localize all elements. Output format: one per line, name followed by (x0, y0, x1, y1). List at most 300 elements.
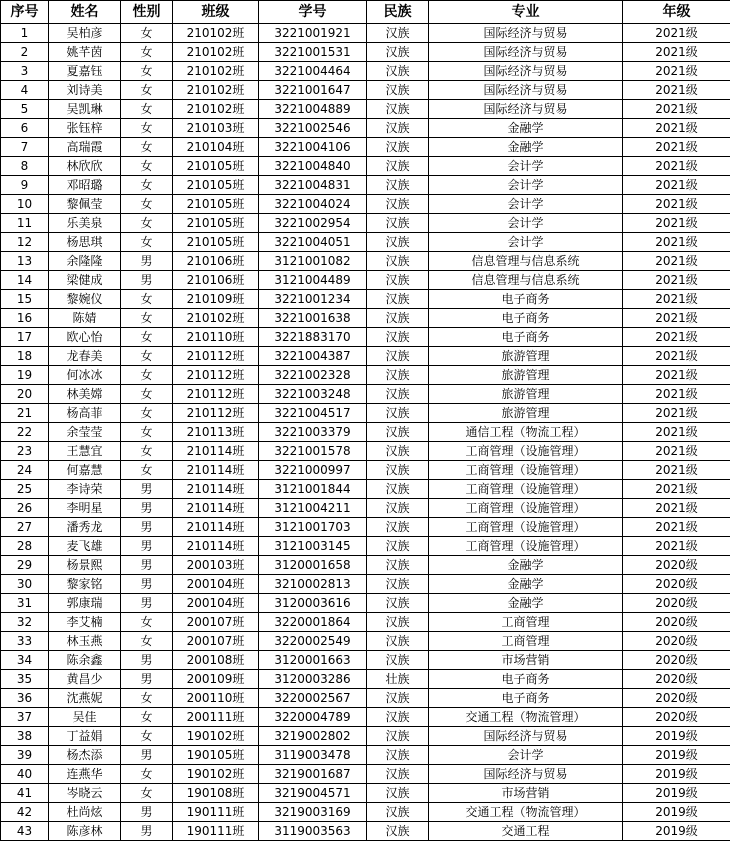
cell-class: 210105班 (173, 214, 259, 233)
cell-class: 210114班 (173, 442, 259, 461)
cell-major: 工商管理（设施管理） (429, 442, 623, 461)
cell-index: 41 (1, 784, 49, 803)
cell-name: 黄昌少 (49, 670, 121, 689)
table-row (1, 461, 730, 480)
table-row (1, 119, 730, 138)
cell-student-id: 3221003379 (259, 423, 367, 442)
cell-major: 信息管理与信息系统 (429, 271, 623, 290)
cell-gender: 男 (121, 670, 173, 689)
cell-class: 190111班 (173, 803, 259, 822)
cell-name: 余莹莹 (49, 423, 121, 442)
table-row (1, 632, 730, 651)
cell-index: 30 (1, 575, 49, 594)
cell-ethnicity: 汉族 (367, 195, 429, 214)
table-row (1, 100, 730, 119)
cell-ethnicity: 汉族 (367, 784, 429, 803)
cell-index: 22 (1, 423, 49, 442)
cell-grade: 2020级 (623, 556, 730, 575)
cell-major: 市场营销 (429, 651, 623, 670)
table-row (1, 727, 730, 746)
cell-index: 27 (1, 518, 49, 537)
cell-name: 乐美泉 (49, 214, 121, 233)
cell-ethnicity: 汉族 (367, 119, 429, 138)
cell-ethnicity: 汉族 (367, 328, 429, 347)
cell-class: 200109班 (173, 670, 259, 689)
cell-name: 梁健成 (49, 271, 121, 290)
cell-grade: 2021级 (623, 119, 730, 138)
cell-class: 210105班 (173, 157, 259, 176)
cell-gender: 女 (121, 81, 173, 100)
table-row (1, 328, 730, 347)
cell-index: 17 (1, 328, 49, 347)
cell-grade: 2021级 (623, 461, 730, 480)
cell-grade: 2021级 (623, 271, 730, 290)
cell-name: 杨杰添 (49, 746, 121, 765)
cell-gender: 男 (121, 271, 173, 290)
cell-student-id: 3221002328 (259, 366, 367, 385)
cell-class: 200108班 (173, 651, 259, 670)
cell-grade: 2019级 (623, 746, 730, 765)
cell-gender: 女 (121, 233, 173, 252)
table-row (1, 499, 730, 518)
cell-major: 信息管理与信息系统 (429, 252, 623, 271)
table-row (1, 195, 730, 214)
cell-major: 旅游管理 (429, 404, 623, 423)
cell-index: 31 (1, 594, 49, 613)
cell-major: 电子商务 (429, 328, 623, 347)
cell-grade: 2021级 (623, 366, 730, 385)
cell-index: 32 (1, 613, 49, 632)
cell-index: 14 (1, 271, 49, 290)
cell-class: 210102班 (173, 62, 259, 81)
cell-class: 210102班 (173, 100, 259, 119)
cell-index: 3 (1, 62, 49, 81)
cell-grade: 2020级 (623, 689, 730, 708)
table-row (1, 746, 730, 765)
cell-grade: 2020级 (623, 613, 730, 632)
table-row (1, 233, 730, 252)
cell-name: 姚芊茵 (49, 43, 121, 62)
table-body (1, 24, 730, 841)
cell-grade: 2021级 (623, 81, 730, 100)
cell-gender: 女 (121, 309, 173, 328)
cell-major: 工商管理 (429, 613, 623, 632)
cell-gender: 女 (121, 784, 173, 803)
cell-index: 23 (1, 442, 49, 461)
cell-index: 13 (1, 252, 49, 271)
cell-class: 210109班 (173, 290, 259, 309)
cell-student-id: 3221004831 (259, 176, 367, 195)
cell-grade: 2021级 (623, 214, 730, 233)
cell-student-id: 3221004051 (259, 233, 367, 252)
cell-index: 40 (1, 765, 49, 784)
cell-student-id: 3221883170 (259, 328, 367, 347)
cell-ethnicity: 汉族 (367, 708, 429, 727)
cell-grade: 2021级 (623, 24, 730, 43)
table-row (1, 62, 730, 81)
table-row (1, 309, 730, 328)
cell-gender: 男 (121, 575, 173, 594)
cell-gender: 女 (121, 689, 173, 708)
cell-index: 37 (1, 708, 49, 727)
cell-major: 工商管理（设施管理） (429, 499, 623, 518)
cell-grade: 2020级 (623, 575, 730, 594)
cell-gender: 女 (121, 613, 173, 632)
cell-major: 旅游管理 (429, 366, 623, 385)
cell-major: 会计学 (429, 214, 623, 233)
cell-gender: 女 (121, 366, 173, 385)
cell-index: 7 (1, 138, 49, 157)
cell-gender: 女 (121, 765, 173, 784)
table-row (1, 556, 730, 575)
cell-class: 210113班 (173, 423, 259, 442)
cell-gender: 男 (121, 252, 173, 271)
cell-class: 210114班 (173, 461, 259, 480)
cell-major: 工商管理 (429, 632, 623, 651)
cell-name: 余隆隆 (49, 252, 121, 271)
cell-grade: 2021级 (623, 138, 730, 157)
cell-student-id: 3121001844 (259, 480, 367, 499)
cell-grade: 2020级 (623, 594, 730, 613)
cell-student-id: 3221001578 (259, 442, 367, 461)
cell-class: 200104班 (173, 594, 259, 613)
cell-index: 9 (1, 176, 49, 195)
table-row (1, 594, 730, 613)
column-header-class: 班级 (173, 1, 259, 24)
cell-index: 33 (1, 632, 49, 651)
cell-gender: 女 (121, 632, 173, 651)
cell-name: 杨高菲 (49, 404, 121, 423)
cell-grade: 2021级 (623, 518, 730, 537)
cell-grade: 2021级 (623, 499, 730, 518)
cell-index: 28 (1, 537, 49, 556)
table-header-row (1, 1, 730, 24)
cell-major: 工商管理（设施管理） (429, 537, 623, 556)
cell-class: 210112班 (173, 385, 259, 404)
cell-index: 10 (1, 195, 49, 214)
cell-student-id: 3221002954 (259, 214, 367, 233)
cell-index: 43 (1, 822, 49, 841)
cell-index: 42 (1, 803, 49, 822)
cell-index: 38 (1, 727, 49, 746)
cell-major: 金融学 (429, 119, 623, 138)
cell-gender: 女 (121, 43, 173, 62)
cell-gender: 女 (121, 708, 173, 727)
cell-student-id: 3221001531 (259, 43, 367, 62)
cell-student-id: 3220002549 (259, 632, 367, 651)
cell-grade: 2021级 (623, 176, 730, 195)
cell-class: 210102班 (173, 43, 259, 62)
cell-index: 36 (1, 689, 49, 708)
cell-grade: 2020级 (623, 670, 730, 689)
cell-major: 会计学 (429, 233, 623, 252)
cell-name: 张钰梓 (49, 119, 121, 138)
cell-grade: 2021级 (623, 62, 730, 81)
column-header-student-id: 学号 (259, 1, 367, 24)
cell-major: 电子商务 (429, 670, 623, 689)
cell-name: 林玉燕 (49, 632, 121, 651)
table-row (1, 271, 730, 290)
table-row (1, 43, 730, 62)
cell-class: 210105班 (173, 176, 259, 195)
cell-student-id: 3221004387 (259, 347, 367, 366)
table-row (1, 803, 730, 822)
cell-ethnicity: 汉族 (367, 803, 429, 822)
cell-ethnicity: 汉族 (367, 252, 429, 271)
cell-ethnicity: 汉族 (367, 62, 429, 81)
cell-gender: 男 (121, 499, 173, 518)
cell-index: 4 (1, 81, 49, 100)
cell-ethnicity: 汉族 (367, 233, 429, 252)
cell-grade: 2019级 (623, 784, 730, 803)
cell-name: 龙春美 (49, 347, 121, 366)
cell-index: 29 (1, 556, 49, 575)
table-row (1, 157, 730, 176)
cell-class: 210106班 (173, 271, 259, 290)
column-header-ethnicity: 民族 (367, 1, 429, 24)
cell-name: 邓昭璐 (49, 176, 121, 195)
table-row (1, 138, 730, 157)
cell-student-id: 3221003248 (259, 385, 367, 404)
column-header-index: 序号 (1, 1, 49, 24)
cell-student-id: 3220004789 (259, 708, 367, 727)
cell-index: 21 (1, 404, 49, 423)
cell-major: 会计学 (429, 176, 623, 195)
cell-grade: 2020级 (623, 632, 730, 651)
cell-gender: 男 (121, 480, 173, 499)
cell-grade: 2021级 (623, 480, 730, 499)
table-row (1, 24, 730, 43)
cell-index: 25 (1, 480, 49, 499)
table-row (1, 290, 730, 309)
cell-major: 工商管理（设施管理） (429, 518, 623, 537)
cell-index: 15 (1, 290, 49, 309)
cell-grade: 2021级 (623, 537, 730, 556)
cell-ethnicity: 汉族 (367, 575, 429, 594)
cell-student-id: 3221004889 (259, 100, 367, 119)
cell-gender: 女 (121, 100, 173, 119)
cell-gender: 女 (121, 423, 173, 442)
cell-student-id: 3219004571 (259, 784, 367, 803)
cell-grade: 2021级 (623, 309, 730, 328)
cell-gender: 女 (121, 461, 173, 480)
cell-major: 电子商务 (429, 309, 623, 328)
cell-gender: 女 (121, 328, 173, 347)
cell-index: 2 (1, 43, 49, 62)
cell-name: 杜尚炫 (49, 803, 121, 822)
cell-student-id: 3119003563 (259, 822, 367, 841)
cell-major: 金融学 (429, 575, 623, 594)
cell-class: 210112班 (173, 366, 259, 385)
cell-index: 1 (1, 24, 49, 43)
cell-major: 通信工程（物流工程） (429, 423, 623, 442)
cell-name: 吴凯琳 (49, 100, 121, 119)
cell-index: 18 (1, 347, 49, 366)
table-row (1, 347, 730, 366)
cell-gender: 女 (121, 214, 173, 233)
cell-ethnicity: 汉族 (367, 423, 429, 442)
cell-ethnicity: 汉族 (367, 727, 429, 746)
cell-name: 陈余鑫 (49, 651, 121, 670)
table-row (1, 708, 730, 727)
cell-class: 200110班 (173, 689, 259, 708)
cell-class: 200107班 (173, 613, 259, 632)
cell-major: 工商管理（设施管理） (429, 480, 623, 499)
cell-ethnicity: 汉族 (367, 822, 429, 841)
cell-ethnicity: 汉族 (367, 43, 429, 62)
cell-major: 市场营销 (429, 784, 623, 803)
cell-name: 潘秀龙 (49, 518, 121, 537)
cell-student-id: 3221004517 (259, 404, 367, 423)
cell-grade: 2019级 (623, 727, 730, 746)
cell-gender: 男 (121, 746, 173, 765)
cell-major: 国际经济与贸易 (429, 81, 623, 100)
table-row (1, 765, 730, 784)
cell-grade: 2021级 (623, 43, 730, 62)
cell-student-id: 3210002813 (259, 575, 367, 594)
cell-student-id: 3121001703 (259, 518, 367, 537)
table-row (1, 176, 730, 195)
cell-ethnicity: 汉族 (367, 366, 429, 385)
cell-ethnicity: 汉族 (367, 81, 429, 100)
table-row (1, 442, 730, 461)
cell-name: 夏嘉钰 (49, 62, 121, 81)
cell-ethnicity: 壮族 (367, 670, 429, 689)
cell-class: 190102班 (173, 727, 259, 746)
cell-name: 陈婧 (49, 309, 121, 328)
cell-gender: 女 (121, 385, 173, 404)
cell-gender: 男 (121, 594, 173, 613)
cell-name: 黎婉仪 (49, 290, 121, 309)
column-header-major: 专业 (429, 1, 623, 24)
cell-class: 210112班 (173, 404, 259, 423)
table-row (1, 518, 730, 537)
cell-major: 旅游管理 (429, 385, 623, 404)
cell-grade: 2021级 (623, 290, 730, 309)
table-row (1, 214, 730, 233)
cell-student-id: 3221000997 (259, 461, 367, 480)
cell-class: 190108班 (173, 784, 259, 803)
cell-ethnicity: 汉族 (367, 100, 429, 119)
cell-student-id: 3120001663 (259, 651, 367, 670)
cell-major: 国际经济与贸易 (429, 765, 623, 784)
cell-grade: 2020级 (623, 708, 730, 727)
cell-major: 会计学 (429, 157, 623, 176)
cell-class: 210102班 (173, 309, 259, 328)
cell-gender: 女 (121, 138, 173, 157)
cell-gender: 女 (121, 347, 173, 366)
table-row (1, 366, 730, 385)
cell-major: 旅游管理 (429, 347, 623, 366)
cell-gender: 男 (121, 537, 173, 556)
cell-name: 黎家铭 (49, 575, 121, 594)
cell-index: 34 (1, 651, 49, 670)
cell-name: 郭康瑞 (49, 594, 121, 613)
cell-student-id: 3221001638 (259, 309, 367, 328)
table-row (1, 670, 730, 689)
cell-student-id: 3221004106 (259, 138, 367, 157)
cell-student-id: 3221004024 (259, 195, 367, 214)
cell-index: 11 (1, 214, 49, 233)
cell-ethnicity: 汉族 (367, 499, 429, 518)
cell-grade: 2021级 (623, 252, 730, 271)
cell-grade: 2021级 (623, 100, 730, 119)
cell-class: 190111班 (173, 822, 259, 841)
cell-index: 39 (1, 746, 49, 765)
cell-ethnicity: 汉族 (367, 309, 429, 328)
cell-grade: 2021级 (623, 442, 730, 461)
cell-student-id: 3219002802 (259, 727, 367, 746)
cell-major: 金融学 (429, 138, 623, 157)
cell-major: 国际经济与贸易 (429, 24, 623, 43)
cell-name: 刘诗美 (49, 81, 121, 100)
cell-grade: 2021级 (623, 404, 730, 423)
cell-grade: 2021级 (623, 328, 730, 347)
cell-student-id: 3219001687 (259, 765, 367, 784)
cell-major: 会计学 (429, 746, 623, 765)
cell-class: 190102班 (173, 765, 259, 784)
table-row (1, 651, 730, 670)
cell-name: 吴佳 (49, 708, 121, 727)
cell-name: 陈彦林 (49, 822, 121, 841)
cell-gender: 女 (121, 195, 173, 214)
column-header-gender: 性别 (121, 1, 173, 24)
cell-gender: 女 (121, 176, 173, 195)
cell-name: 欧心怡 (49, 328, 121, 347)
cell-class: 210110班 (173, 328, 259, 347)
cell-ethnicity: 汉族 (367, 385, 429, 404)
cell-name: 丁益娟 (49, 727, 121, 746)
cell-ethnicity: 汉族 (367, 765, 429, 784)
cell-student-id: 3121003145 (259, 537, 367, 556)
cell-ethnicity: 汉族 (367, 480, 429, 499)
cell-ethnicity: 汉族 (367, 176, 429, 195)
cell-name: 高瑞霞 (49, 138, 121, 157)
cell-grade: 2019级 (623, 822, 730, 841)
cell-student-id: 3121004211 (259, 499, 367, 518)
cell-ethnicity: 汉族 (367, 461, 429, 480)
cell-ethnicity: 汉族 (367, 594, 429, 613)
cell-name: 吴柏彦 (49, 24, 121, 43)
cell-name: 林欣欣 (49, 157, 121, 176)
table-row (1, 385, 730, 404)
cell-grade: 2020级 (623, 651, 730, 670)
cell-class: 200107班 (173, 632, 259, 651)
cell-major: 工商管理（设施管理） (429, 461, 623, 480)
cell-ethnicity: 汉族 (367, 24, 429, 43)
cell-major: 电子商务 (429, 689, 623, 708)
cell-ethnicity: 汉族 (367, 404, 429, 423)
cell-name: 王慧宜 (49, 442, 121, 461)
cell-student-id: 3121004489 (259, 271, 367, 290)
cell-name: 杨景熙 (49, 556, 121, 575)
cell-grade: 2021级 (623, 347, 730, 366)
cell-student-id: 3120001658 (259, 556, 367, 575)
cell-index: 26 (1, 499, 49, 518)
cell-ethnicity: 汉族 (367, 651, 429, 670)
cell-major: 国际经济与贸易 (429, 100, 623, 119)
table-row (1, 537, 730, 556)
cell-grade: 2019级 (623, 803, 730, 822)
cell-ethnicity: 汉族 (367, 518, 429, 537)
cell-name: 何嘉慧 (49, 461, 121, 480)
cell-student-id: 3221004464 (259, 62, 367, 81)
cell-student-id: 3120003286 (259, 670, 367, 689)
cell-major: 交通工程（物流管理） (429, 803, 623, 822)
cell-ethnicity: 汉族 (367, 746, 429, 765)
table-row (1, 689, 730, 708)
cell-gender: 女 (121, 157, 173, 176)
